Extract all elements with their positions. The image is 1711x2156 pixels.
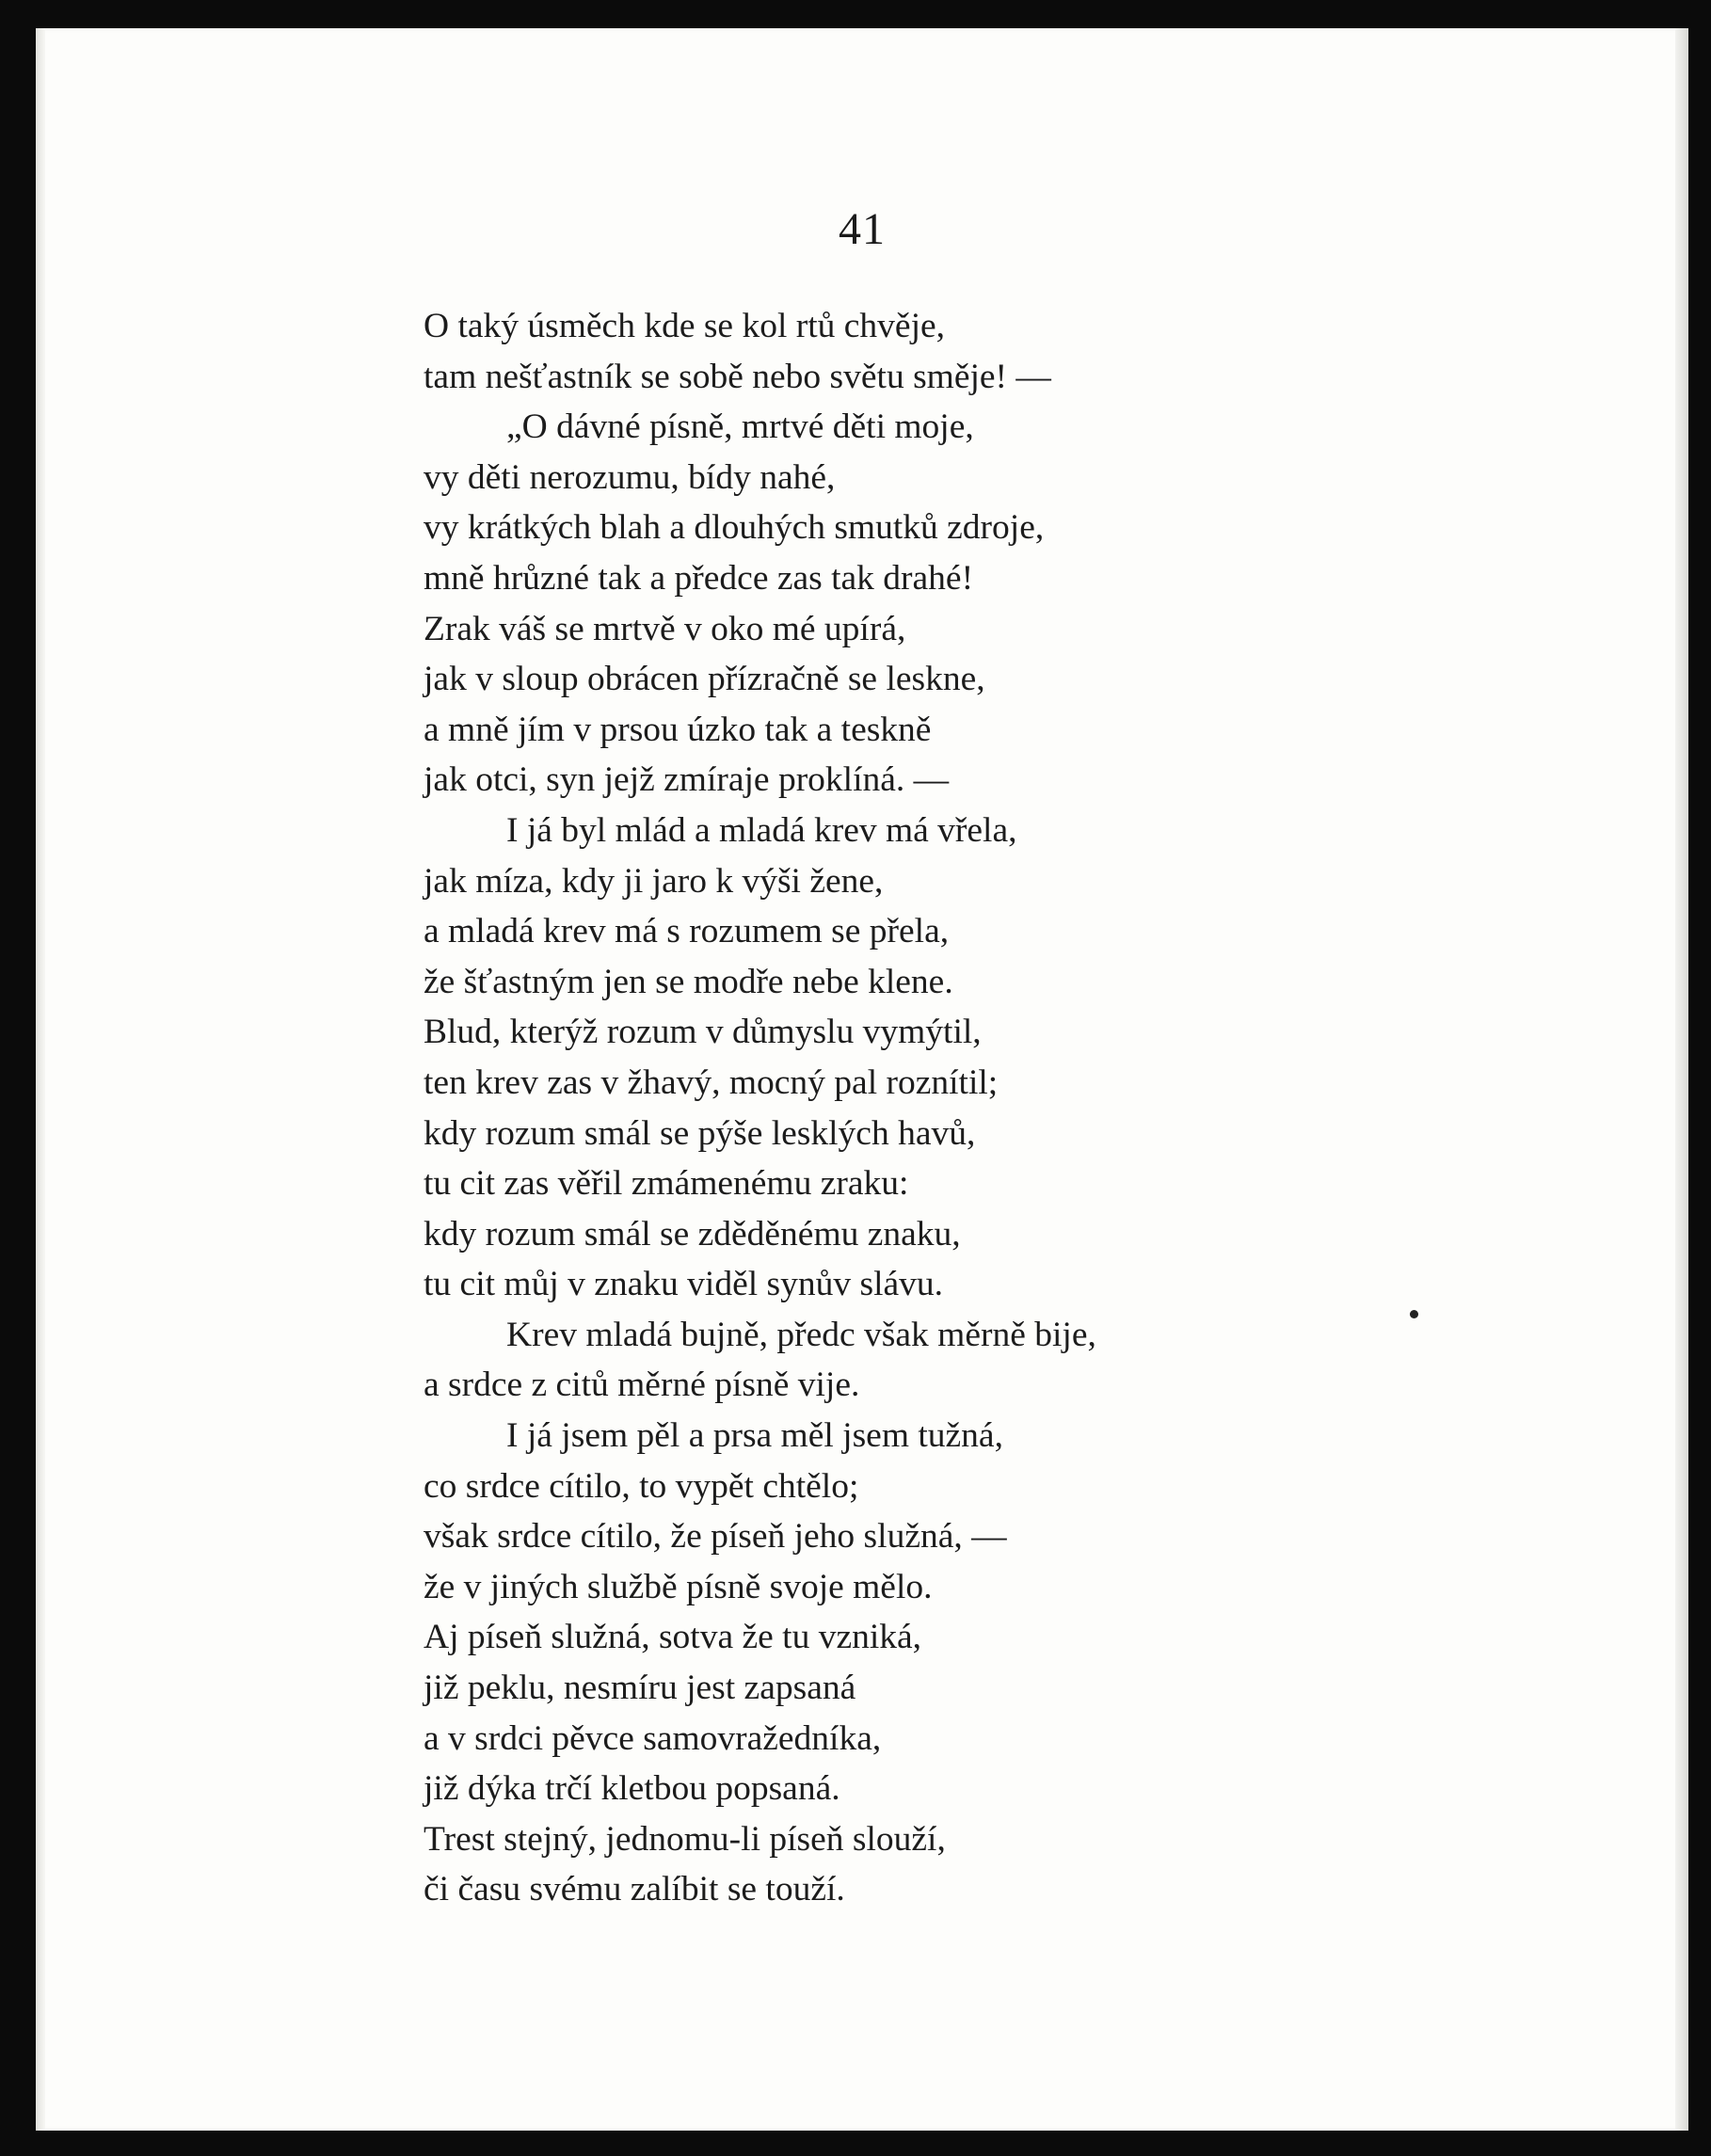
poem-line: O taký úsměch kde se kol rtů chvěje, bbox=[424, 307, 946, 345]
poem-text bbox=[424, 301, 1365, 1915]
poem-line: co srdce cítilo, to vypět chtělo; bbox=[424, 1466, 859, 1506]
poem-line: Blud, kterýž rozum v důmyslu vymýtil, bbox=[424, 1013, 982, 1052]
poem-line: že šťastným jen se modře nebe klene. bbox=[424, 962, 953, 1001]
poem-line: Aj píseň služná, sotva že tu vzniká, bbox=[424, 1618, 922, 1657]
poem-line: vy krátkých blah a dlouhých smutků zdroje, bbox=[424, 508, 1045, 548]
poem-line: tam nešťastník se sobě nebo světu směje! — bbox=[424, 357, 1051, 396]
poem-line: a mně jím v prsou úzko tak a teskně bbox=[424, 710, 932, 749]
poem-line: tu cit můj v znaku viděl synův slávu. bbox=[424, 1265, 944, 1304]
poem-line: jak otci, syn jejž zmíraje proklíná. — bbox=[424, 760, 950, 800]
ink-speck bbox=[1410, 1310, 1418, 1318]
poem-line: a mladá krev má s rozumem se přela, bbox=[424, 912, 950, 951]
poem-line: kdy rozum smál se pýše lesklých havů, bbox=[424, 1113, 976, 1153]
poem-line: že v jiných službě písně svoje mělo. bbox=[424, 1567, 933, 1606]
poem-line: Trest stejný, jednomu-li píseň slouží, bbox=[424, 1819, 946, 1859]
poem-line: a v srdci pěvce samovražedníka, bbox=[424, 1718, 882, 1758]
poem-line: Krev mladá bujně, předc však měrně bije, bbox=[506, 1315, 1096, 1354]
poem-line: I já byl mlád a mladá krev má vřela, bbox=[506, 810, 1017, 850]
poem-line: a srdce z citů měrné písně vije. bbox=[424, 1365, 860, 1405]
poem-line: I já jsem pěl a prsa měl jsem tužná, bbox=[506, 1416, 1003, 1456]
poem-line: již peklu, nesmíru jest zapsaná bbox=[424, 1669, 856, 1708]
poem-line: Zrak váš se mrtvě v oko mé upírá, bbox=[424, 609, 906, 648]
page-left-edge bbox=[36, 28, 45, 2131]
poem-line: mně hrůzné tak a předce zas tak drahé! bbox=[424, 558, 974, 598]
poem-line: jak míza, kdy ji jaro k výši žene, bbox=[424, 861, 884, 901]
poem-line: již dýka trčí kletbou popsaná. bbox=[424, 1769, 840, 1809]
poem-line: ten krev zas v žhavý, mocný pal roznítil; bbox=[424, 1062, 999, 1102]
page-number: 41 bbox=[839, 204, 886, 254]
poem-line: jak v sloup obrácen přízračně se leskne, bbox=[424, 660, 985, 699]
book-page bbox=[36, 28, 1688, 2131]
poem-line: tu cit zas věřil zmámenému zraku: bbox=[424, 1164, 909, 1204]
poem-line: „O dávné písně, mrtvé děti moje, bbox=[506, 407, 974, 447]
poem-line: kdy rozum smál se zděděnému znaku, bbox=[424, 1214, 961, 1254]
page-right-edge bbox=[1675, 28, 1688, 2131]
poem-line: vy děti nerozumu, bídy nahé, bbox=[424, 457, 836, 497]
poem-line: či času svému zalíbit se touží. bbox=[424, 1870, 845, 1909]
poem-line: však srdce cítilo, že píseň jeho služná, — bbox=[424, 1517, 1007, 1557]
